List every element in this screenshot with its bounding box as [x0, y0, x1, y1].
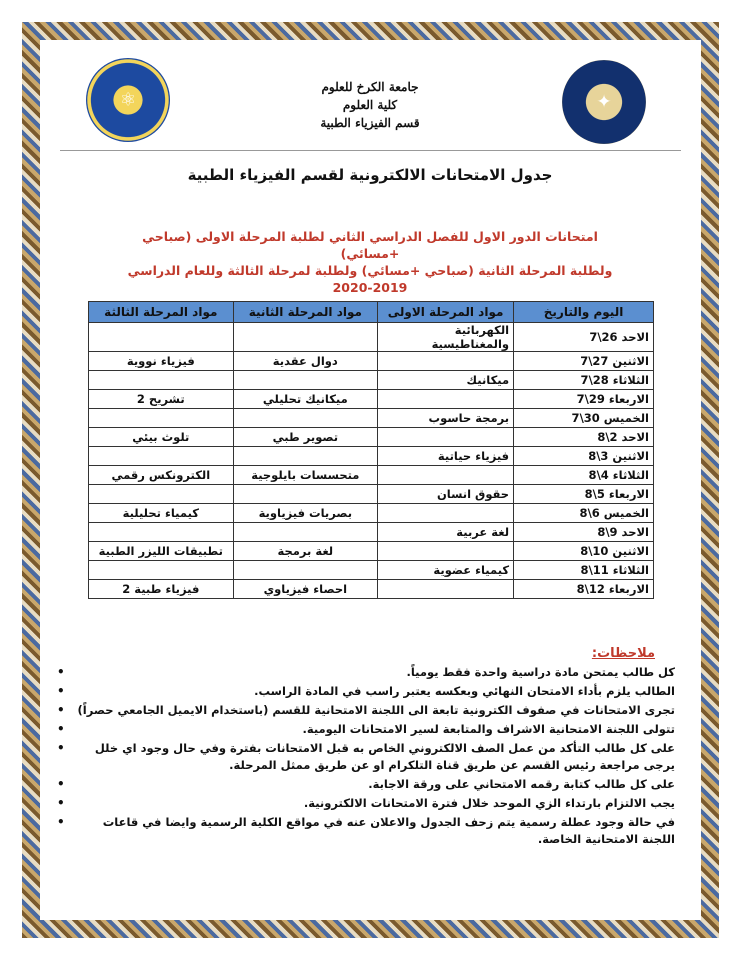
table-header-row: [89, 302, 654, 323]
notes-heading: ملاحظات:: [591, 646, 655, 661]
header-date: اليوم والتاريخ: [514, 302, 654, 323]
cell-stage3: كيمياء تحليلية: [89, 504, 234, 523]
cell-stage2: [233, 523, 377, 542]
cell-stage3: فيزياء طبية 2: [89, 580, 234, 599]
cell-date: الاثنين 27\7: [514, 352, 654, 371]
subtitle-line-2: ولطلبة المرحلة الثانية (صباحي +مسائي) ولطلبة لمرحلة الثالثة وللعام الدراسي: [127, 263, 613, 278]
academic-year: 2020-2019: [332, 280, 408, 295]
cell-date: الاثنين 10\8: [514, 542, 654, 561]
institution-header: [250, 78, 490, 132]
page-title: جدول الامتحانات الالكترونية لقسم الفيزياء الطبية: [187, 166, 553, 184]
table-row: [89, 504, 654, 523]
cell-date: الاحد 2\8: [514, 428, 654, 447]
table-row: [89, 561, 654, 580]
cell-stage2: تصوير طبي: [233, 428, 377, 447]
cell-stage1: برمجة حاسوب: [378, 409, 514, 428]
cell-stage3: [89, 447, 234, 466]
department-name: قسم الفيزياء الطبية: [320, 116, 420, 130]
cell-date: الثلاثاء 28\7: [514, 371, 654, 390]
table-row: [89, 466, 654, 485]
college-name: كلية العلوم: [342, 98, 398, 112]
exam-subtitle: [120, 228, 620, 296]
cell-stage1: [378, 390, 514, 409]
table-row: [89, 323, 654, 352]
cell-stage1: [378, 428, 514, 447]
cell-stage2: احصاء فيزياوي: [233, 580, 377, 599]
cell-date: الخميس 6\8: [514, 504, 654, 523]
table-row: [89, 485, 654, 504]
table-row: [89, 409, 654, 428]
exam-schedule-table: [88, 301, 654, 599]
cell-stage2: دوال عقدية: [233, 352, 377, 371]
cell-stage1: [378, 352, 514, 371]
note-item: • يجب الالتزام بارتداء الزي الموحد خلال فترة الامتحانات الالكترونية.: [55, 795, 675, 812]
university-name: جامعة الكرخ للعلوم: [321, 80, 419, 94]
cell-stage3: تلوث بيئي: [89, 428, 234, 447]
cell-date: الثلاثاء 11\8: [514, 561, 654, 580]
table-row: [89, 352, 654, 371]
cell-stage1: [378, 542, 514, 561]
cell-stage1: [378, 580, 514, 599]
cell-stage3: [89, 323, 234, 352]
cell-date: الاحد 26\7: [514, 323, 654, 352]
note-item: • تجرى الامتحانات في صفوف الكترونية تابعة الى اللجنة الامتحانية للقسم (باستخدام الايميل الجامعي حصراً): [55, 702, 675, 719]
cell-stage2: [233, 371, 377, 390]
cell-stage3: تطبيقات الليزر الطبية: [89, 542, 234, 561]
cell-stage3: [89, 561, 234, 580]
cell-stage1: الكهربائية والمغناطيسية: [378, 323, 514, 352]
cell-stage2: [233, 561, 377, 580]
table-row: [89, 523, 654, 542]
cell-stage3: تشريح 2: [89, 390, 234, 409]
notes-list: [55, 664, 675, 850]
cell-stage1: كيمياء عضوية: [378, 561, 514, 580]
cell-stage3: فيزياء نووية: [89, 352, 234, 371]
note-item: • على كل طالب التأكد من عمل الصف الالكتروني الخاص به قبل الامتحانات بفترة وفي حال وجود اي خلل يرجى مراجعة رئيس القسم عن طريق قناة التلكرام او عن طريق ممثل المرحلة.: [55, 740, 675, 774]
note-item: • في حالة وجود عطلة رسمية يتم زحف الجدول والاعلان عنه في مواقع الكلية الرسمية وايضا في قاعات اللجنة الامتحانية الخاصة.: [55, 814, 675, 848]
cell-stage1: لغة عربية: [378, 523, 514, 542]
cell-stage1: ميكانيك: [378, 371, 514, 390]
note-item: • الطالب يلزم بأداء الامتحان النهائي وبعكسه يعتبر راسب في المادة الراسب.: [55, 683, 675, 700]
cell-stage1: فيزياء حياتية: [378, 447, 514, 466]
college-logo: ⚛: [86, 58, 170, 142]
cell-stage1: [378, 504, 514, 523]
note-item: • تتولى اللجنة الامتحانية الاشراف والمتابعة لسير الامتحانات اليومية.: [55, 721, 675, 738]
cell-date: الاربعاء 29\7: [514, 390, 654, 409]
table-row: [89, 447, 654, 466]
table-row: [89, 428, 654, 447]
cell-stage3: الكترونكس رقمي: [89, 466, 234, 485]
table-body: [89, 323, 654, 599]
table-row: [89, 580, 654, 599]
cell-stage3: [89, 409, 234, 428]
university-logo: ✦: [562, 60, 646, 144]
note-item: • كل طالب يمتحن مادة دراسية واحدة فقط يومياً.: [55, 664, 675, 681]
cell-stage1: [378, 466, 514, 485]
cell-date: الاحد 9\8: [514, 523, 654, 542]
cell-stage3: [89, 371, 234, 390]
cell-date: الثلاثاء 4\8: [514, 466, 654, 485]
divider: [60, 150, 681, 151]
cell-date: الاربعاء 12\8: [514, 580, 654, 599]
cell-stage1: حقوق انسان: [378, 485, 514, 504]
note-item: • على كل طالب كتابة رقمه الامتحاني على ورقة الاجابة.: [55, 776, 675, 793]
cell-date: الاربعاء 5\8: [514, 485, 654, 504]
header-stage3: مواد المرحلة الثالثة: [89, 302, 234, 323]
table-row: [89, 542, 654, 561]
cell-stage2: [233, 447, 377, 466]
cell-stage2: بصريات فيزياوية: [233, 504, 377, 523]
cell-date: الخميس 30\7: [514, 409, 654, 428]
cell-stage3: [89, 485, 234, 504]
cell-stage2: لغة برمجة: [233, 542, 377, 561]
header-stage1: مواد المرحلة الاولى: [378, 302, 514, 323]
cell-date: الاثنين 3\8: [514, 447, 654, 466]
table-row: [89, 371, 654, 390]
cell-stage3: [89, 523, 234, 542]
table-row: [89, 390, 654, 409]
cell-stage2: [233, 323, 377, 352]
cell-stage2: [233, 409, 377, 428]
cell-stage2: [233, 485, 377, 504]
cell-stage2: ميكانيك تحليلي: [233, 390, 377, 409]
header-stage2: مواد المرحلة الثانية: [233, 302, 377, 323]
cell-stage2: متحسسات بايلوجية: [233, 466, 377, 485]
subtitle-line-1: امتحانات الدور الاول للفصل الدراسي الثاني لطلبة المرحلة الاولى (صباحي +مسائي): [142, 229, 598, 261]
